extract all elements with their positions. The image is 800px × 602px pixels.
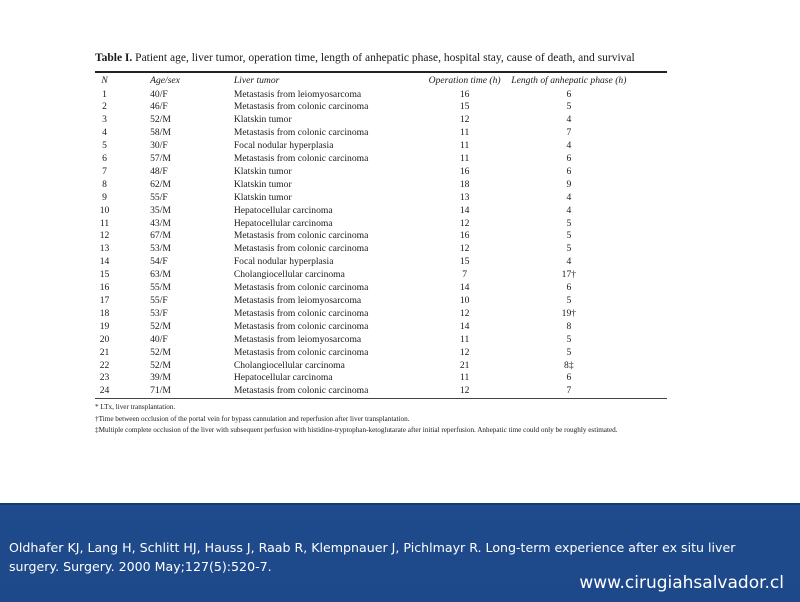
cell-age-sex: 39/M bbox=[150, 372, 171, 384]
cell-operation-time: 16 bbox=[459, 165, 470, 177]
cell-operation-time: 16 bbox=[459, 88, 470, 100]
cell-age-sex: 48/F bbox=[150, 165, 168, 177]
cell-liver-tumor: Metastasis from colonic carcinoma bbox=[233, 230, 369, 242]
cell-operation-time: 11 bbox=[460, 127, 470, 139]
cell-liver-tumor: Metastasis from leiomyosarcoma bbox=[233, 88, 362, 100]
table-label: Table I. bbox=[95, 52, 133, 64]
footnote-double-dagger: ‡Multiple complete occlusion of the liver with subsequent perfusion with histidine-tryptophan-ketoglutarate after initial reperfusion. Anhepatic time could only be roughly estimated. bbox=[95, 425, 618, 434]
cell-liver-tumor: Klatskin tumor bbox=[233, 191, 292, 203]
cell-n: 22 bbox=[99, 359, 110, 371]
cell-age-sex: 55/F bbox=[150, 191, 168, 203]
table-row bbox=[95, 308, 667, 321]
cell-n: 14 bbox=[99, 256, 110, 268]
website-link[interactable]: www.cirugiahsalvador.cl bbox=[579, 573, 784, 593]
table-row bbox=[95, 218, 667, 231]
cell-age-sex: 57/M bbox=[150, 153, 171, 165]
cell-anhepatic-phase: 5 bbox=[566, 243, 572, 255]
table-row bbox=[95, 153, 667, 166]
cell-age-sex: 40/F bbox=[150, 333, 168, 345]
cell-n: 20 bbox=[99, 333, 110, 345]
table-row bbox=[95, 347, 667, 360]
cell-liver-tumor: Metastasis from leiomyosarcoma bbox=[233, 295, 362, 306]
cell-liver-tumor: Hepatocellular carcinoma bbox=[233, 204, 333, 216]
table-header-row bbox=[95, 73, 667, 89]
cell-liver-tumor: Metastasis from colonic carcinoma bbox=[233, 346, 369, 358]
cell-operation-time: 15 bbox=[459, 256, 470, 268]
cell-anhepatic-phase: 4 bbox=[566, 204, 572, 216]
cell-n: 11 bbox=[99, 217, 110, 229]
header-age-sex: Age/sex bbox=[150, 74, 180, 86]
header-n: N bbox=[101, 74, 108, 86]
cell-liver-tumor: Klatskin tumor bbox=[233, 165, 292, 177]
table-body bbox=[95, 89, 667, 399]
cell-age-sex: 53/M bbox=[150, 243, 171, 255]
cell-n: 5 bbox=[102, 140, 107, 152]
table-row bbox=[95, 114, 667, 127]
cell-n: 10 bbox=[99, 204, 110, 216]
cell-anhepatic-phase: 7 bbox=[566, 385, 572, 397]
footnote-dagger: †Time between occlusion of the portal vein for bypass cannulation and reperfusion after liver transplantation. bbox=[95, 414, 410, 423]
patient-table bbox=[95, 73, 667, 399]
cell-anhepatic-phase: 17† bbox=[561, 269, 577, 281]
header-liver-tumor: Liver tumor bbox=[233, 74, 280, 86]
cell-anhepatic-phase: 4 bbox=[566, 191, 572, 203]
cell-age-sex: 53/F bbox=[150, 307, 168, 319]
cell-anhepatic-phase: 5 bbox=[566, 101, 572, 113]
citation-text: Oldhafer KJ, Lang H, Schlitt HJ, Hauss J, Raab R, Klempnauer J, Pichlmayr R. Long-term experience after ex situ liver surgery. Surgery. 2000 May;127(5):520-7. bbox=[9, 540, 736, 574]
cell-n: 24 bbox=[99, 385, 110, 397]
table-row bbox=[95, 256, 667, 269]
cell-anhepatic-phase: 6 bbox=[566, 372, 572, 384]
cell-operation-time: 10 bbox=[459, 295, 470, 306]
cell-n: 19 bbox=[99, 320, 110, 332]
cell-age-sex: 67/M bbox=[150, 230, 171, 242]
cell-age-sex: 62/M bbox=[150, 178, 171, 190]
cell-liver-tumor: Cholangiocellular carcinoma bbox=[233, 359, 345, 371]
cell-age-sex: 58/M bbox=[150, 127, 171, 139]
cell-n: 4 bbox=[102, 127, 107, 139]
cell-liver-tumor: Metastasis from colonic carcinoma bbox=[233, 153, 369, 165]
cell-liver-tumor: Metastasis from colonic carcinoma bbox=[233, 307, 369, 319]
cell-n: 2 bbox=[102, 101, 107, 113]
table-row bbox=[95, 243, 667, 256]
cell-operation-time: 12 bbox=[459, 385, 470, 397]
cell-n: 8 bbox=[102, 178, 107, 190]
table-row bbox=[95, 89, 667, 102]
cell-age-sex: 52/M bbox=[150, 320, 171, 332]
table-caption-text: Patient age, liver tumor, operation time, length of anhepatic phase, hospital stay, cause of death, and survival bbox=[135, 52, 635, 64]
cell-operation-time: 21 bbox=[459, 359, 470, 371]
cell-anhepatic-phase: 5 bbox=[566, 230, 572, 242]
cell-liver-tumor: Metastasis from colonic carcinoma bbox=[233, 127, 369, 139]
cell-n: 18 bbox=[99, 307, 110, 319]
cell-operation-time: 12 bbox=[459, 114, 470, 126]
cell-n: 7 bbox=[102, 165, 107, 177]
table-row bbox=[95, 230, 667, 243]
cell-liver-tumor: Hepatocellular carcinoma bbox=[233, 372, 333, 384]
header-operation-time: Operation time (h) bbox=[428, 74, 501, 86]
cell-liver-tumor: Klatskin tumor bbox=[233, 178, 292, 190]
cell-operation-time: 16 bbox=[459, 230, 470, 242]
cell-n: 15 bbox=[99, 269, 110, 281]
cell-anhepatic-phase: 4 bbox=[566, 140, 572, 152]
cell-operation-time: 7 bbox=[462, 269, 468, 281]
cell-anhepatic-phase: 7 bbox=[566, 127, 572, 139]
table-row bbox=[95, 205, 667, 218]
cell-operation-time: 11 bbox=[460, 153, 470, 165]
cell-operation-time: 12 bbox=[459, 243, 470, 255]
cell-age-sex: 46/F bbox=[150, 101, 168, 113]
cell-age-sex: 55/M bbox=[150, 282, 171, 294]
table-row bbox=[95, 140, 667, 153]
cell-age-sex: 43/M bbox=[150, 217, 171, 229]
table-row bbox=[95, 179, 667, 192]
cell-n: 9 bbox=[102, 191, 107, 203]
table-bottom-rule bbox=[95, 398, 667, 399]
cell-anhepatic-phase: 4 bbox=[566, 114, 572, 126]
cell-liver-tumor: Hepatocellular carcinoma bbox=[233, 217, 333, 229]
table-footnotes bbox=[95, 403, 655, 435]
cell-n: 6 bbox=[102, 153, 107, 165]
cell-liver-tumor: Focal nodular hyperplasia bbox=[233, 256, 334, 268]
table-row bbox=[95, 334, 667, 347]
cell-liver-tumor: Focal nodular hyperplasia bbox=[233, 140, 334, 152]
table-row bbox=[95, 166, 667, 179]
table-row bbox=[95, 385, 667, 398]
cell-anhepatic-phase: 5 bbox=[566, 217, 572, 229]
table-row bbox=[95, 269, 667, 282]
cell-age-sex: 30/F bbox=[150, 140, 168, 152]
cell-anhepatic-phase: 5 bbox=[566, 346, 572, 358]
cell-anhepatic-phase: 6 bbox=[566, 282, 572, 294]
cell-anhepatic-phase: 8‡ bbox=[564, 359, 574, 371]
cell-operation-time: 12 bbox=[459, 346, 470, 358]
cell-n: 3 bbox=[102, 114, 107, 126]
cell-age-sex: 52/M bbox=[150, 359, 171, 371]
cell-operation-time: 13 bbox=[459, 191, 470, 203]
cell-operation-time: 11 bbox=[460, 333, 470, 345]
cell-anhepatic-phase: 6 bbox=[566, 88, 572, 100]
table-caption bbox=[95, 52, 655, 65]
table-row bbox=[95, 101, 667, 114]
cell-liver-tumor: Klatskin tumor bbox=[233, 114, 292, 126]
table-row bbox=[95, 321, 667, 334]
patient-table-block bbox=[95, 52, 675, 437]
cell-n: 21 bbox=[99, 346, 110, 358]
cell-operation-time: 11 bbox=[460, 372, 470, 384]
cell-n: 1 bbox=[102, 88, 107, 100]
table-row bbox=[95, 372, 667, 385]
cell-operation-time: 14 bbox=[459, 320, 470, 332]
cell-operation-time: 18 bbox=[459, 178, 470, 190]
cell-age-sex: 35/M bbox=[150, 204, 171, 216]
cell-anhepatic-phase: 4 bbox=[566, 256, 572, 268]
table-row bbox=[95, 282, 667, 295]
cell-operation-time: 11 bbox=[460, 140, 470, 152]
cell-liver-tumor: Cholangiocellular carcinoma bbox=[233, 269, 345, 281]
cell-liver-tumor: Metastasis from colonic carcinoma bbox=[233, 320, 369, 332]
cell-n: 12 bbox=[99, 230, 110, 242]
cell-anhepatic-phase: 6 bbox=[566, 165, 572, 177]
cell-anhepatic-phase: 8 bbox=[566, 320, 572, 332]
cell-age-sex: 55/F bbox=[150, 295, 168, 306]
cell-anhepatic-phase: 6 bbox=[566, 153, 572, 165]
cell-operation-time: 12 bbox=[459, 307, 470, 319]
cell-age-sex: 63/M bbox=[150, 269, 171, 281]
cell-liver-tumor: Metastasis from colonic carcinoma bbox=[233, 101, 369, 113]
cell-operation-time: 12 bbox=[459, 217, 470, 229]
cell-age-sex: 52/M bbox=[150, 114, 171, 126]
cell-n: 23 bbox=[99, 372, 110, 384]
cell-age-sex: 52/M bbox=[150, 346, 171, 358]
footnote-ltx: * LTx, liver transplantation. bbox=[95, 403, 176, 412]
cell-anhepatic-phase: 5 bbox=[566, 333, 572, 345]
cell-anhepatic-phase: 5 bbox=[566, 295, 572, 306]
footer-bar bbox=[0, 503, 800, 602]
header-anhepatic-phase: Length of anhepatic phase (h) bbox=[511, 74, 627, 86]
cell-n: 13 bbox=[99, 243, 110, 255]
cell-anhepatic-phase: 19† bbox=[561, 307, 577, 319]
cell-age-sex: 40/F bbox=[150, 88, 168, 100]
cell-liver-tumor: Metastasis from colonic carcinoma bbox=[233, 282, 369, 294]
cell-anhepatic-phase: 9 bbox=[566, 178, 572, 190]
cell-age-sex: 71/M bbox=[150, 385, 171, 397]
cell-liver-tumor: Metastasis from leiomyosarcoma bbox=[233, 333, 362, 345]
cell-operation-time: 14 bbox=[459, 204, 470, 216]
cell-age-sex: 54/F bbox=[150, 256, 168, 268]
table-row bbox=[95, 295, 667, 308]
cell-liver-tumor: Metastasis from colonic carcinoma bbox=[233, 385, 369, 397]
cell-operation-time: 14 bbox=[459, 282, 470, 294]
cell-liver-tumor: Metastasis from colonic carcinoma bbox=[233, 243, 369, 255]
cell-n: 16 bbox=[99, 282, 110, 294]
table-row bbox=[95, 192, 667, 205]
table-row bbox=[95, 360, 667, 373]
table-row bbox=[95, 127, 667, 140]
cell-operation-time: 15 bbox=[459, 101, 470, 113]
cell-n: 17 bbox=[99, 295, 110, 306]
